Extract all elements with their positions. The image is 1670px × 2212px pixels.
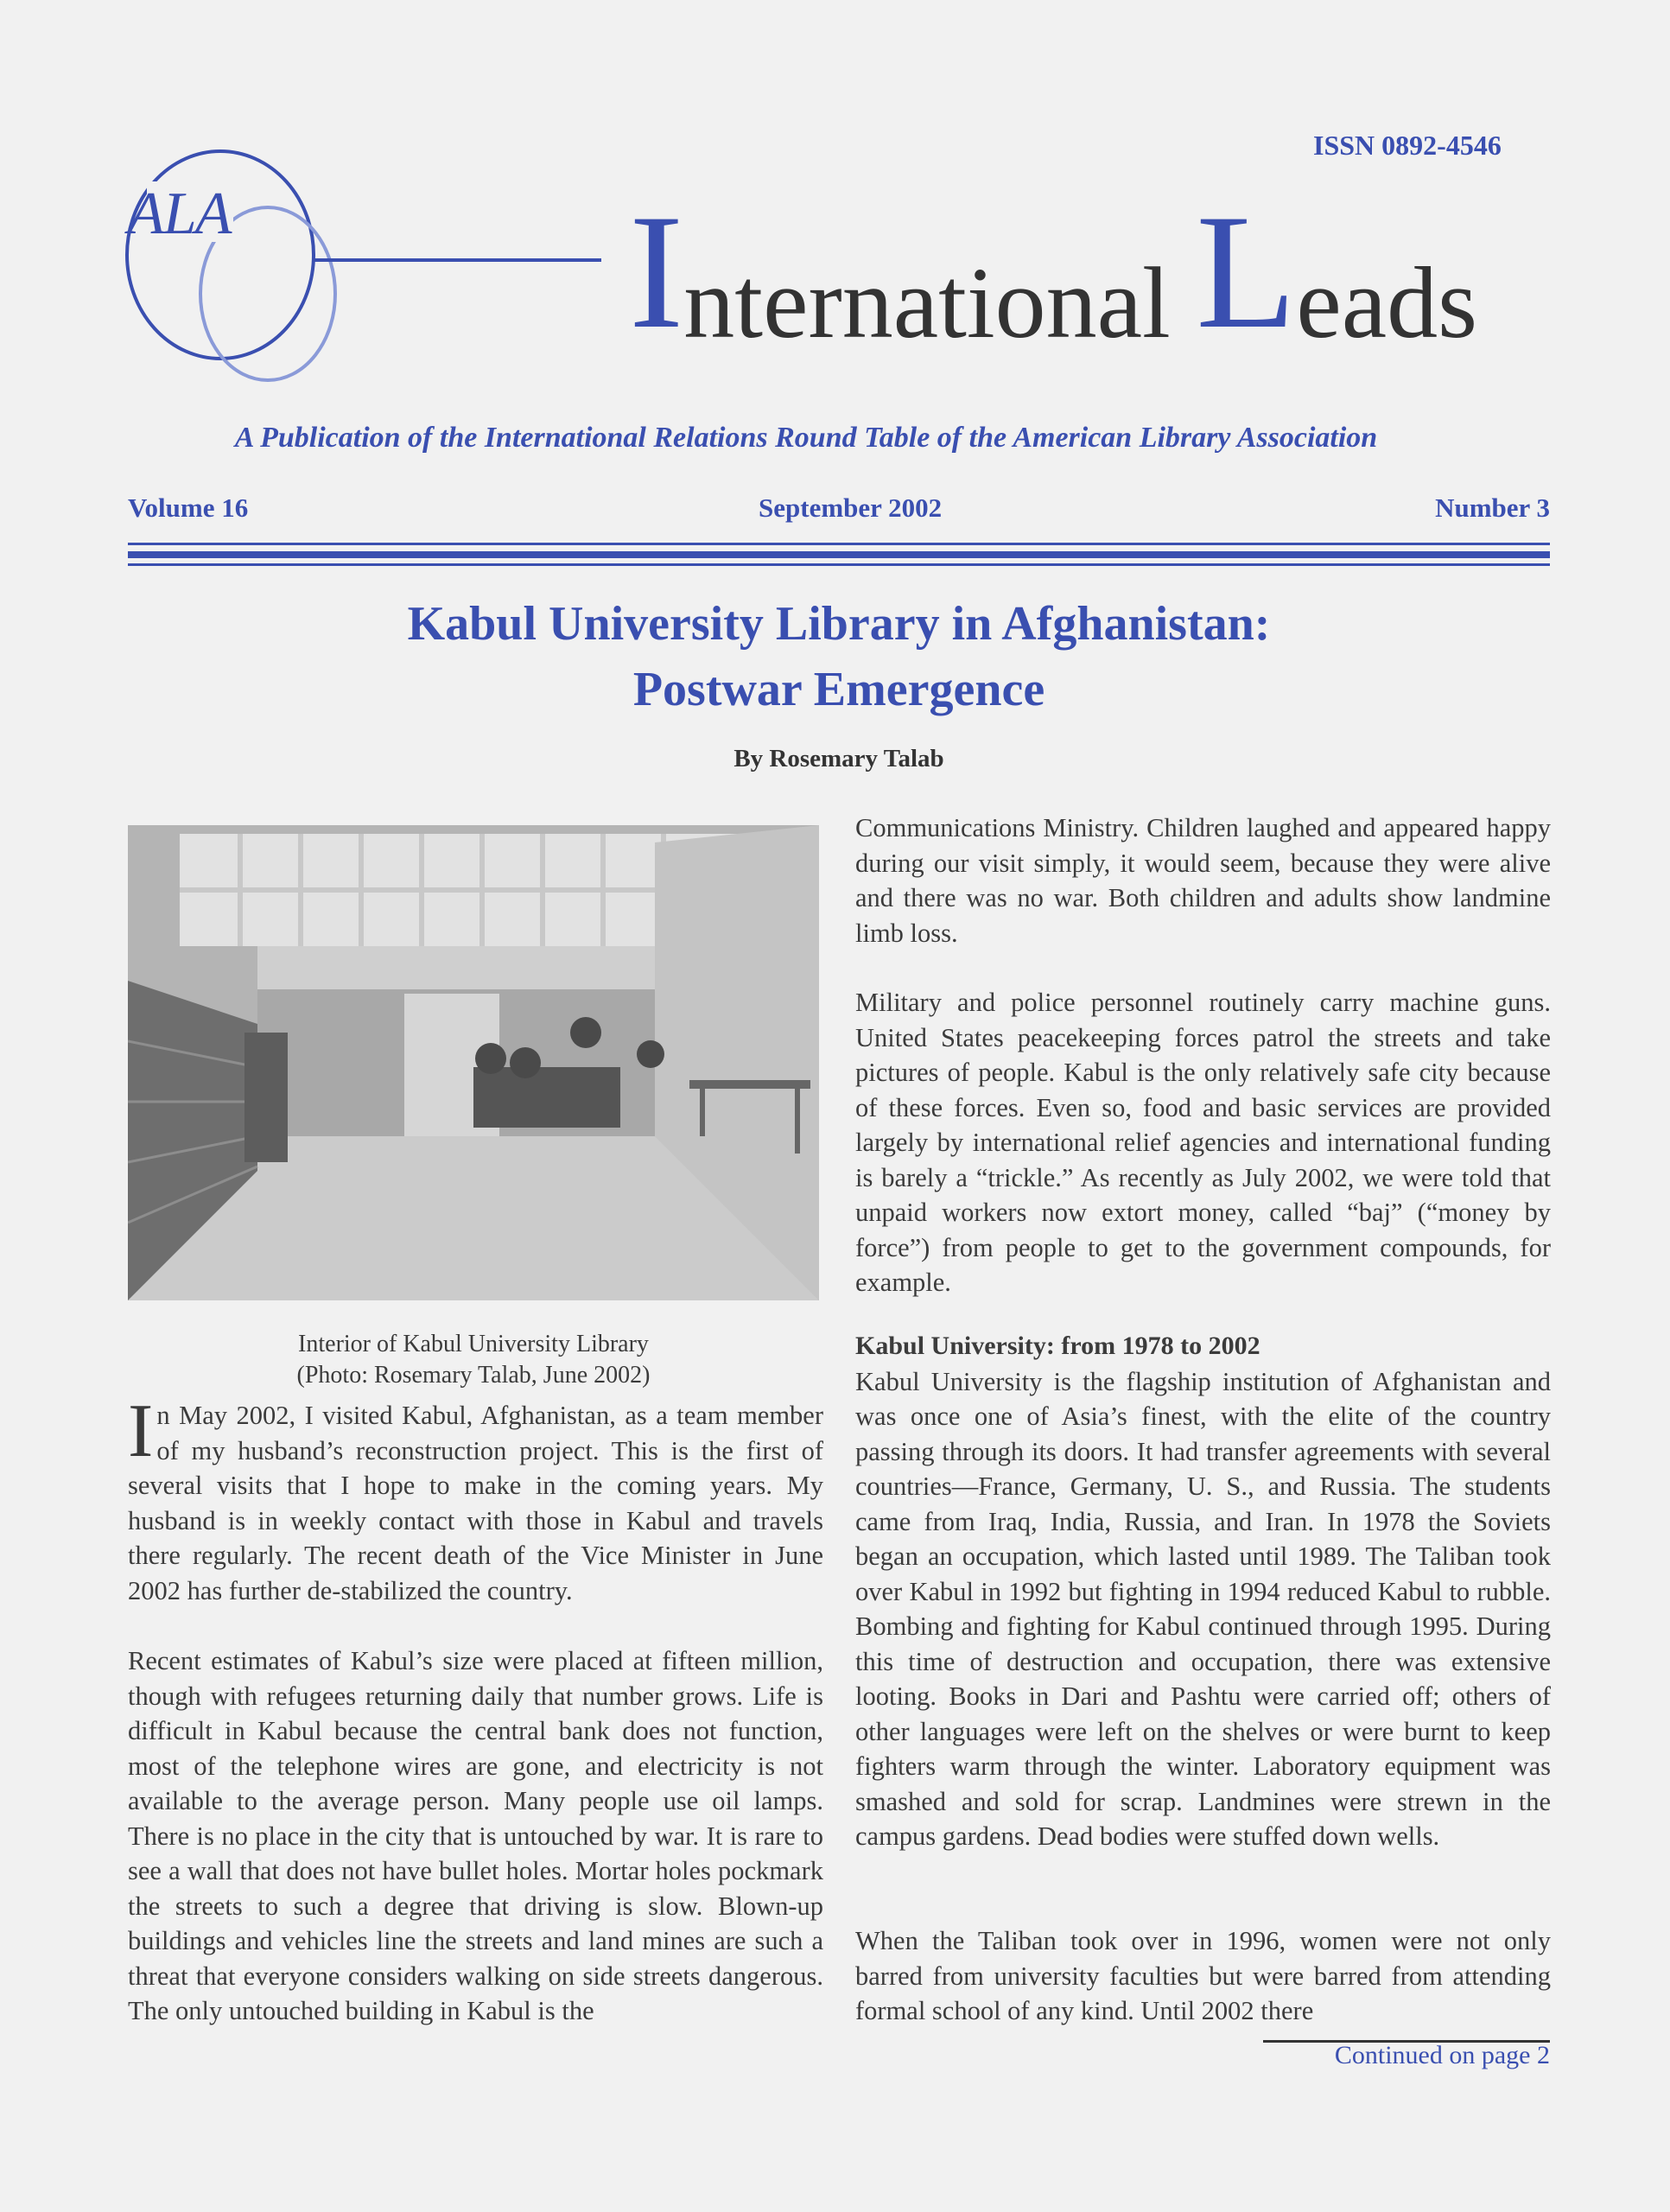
paragraph-military: Military and police personnel routinely carry machine guns. United States peacekeeping forces patrol the streets and take pictures of people. Kabul is the only relatively safe city because of these forces. Even so, food and basic services are provided largely by international relief agencies and international funding is barely a “trickle.” As recently as July 2002, we were told that unpaid workers now extort money, called “baj” (“money by force”) from people to get to the government compounds, for example.	[855, 988, 1551, 1297]
article-headline-line1: Kabul University Library in Afghanistan:	[407, 597, 1271, 651]
masthead-rule-thin-top	[128, 543, 1550, 545]
ala-logo	[121, 138, 605, 389]
paragraph-taliban: When the Taliban took over in 1996, women were not only barred from university faculties but were barred from attending formal school of any kind. Until 2002 there	[855, 1926, 1551, 2025]
title-initial-i: I	[629, 181, 684, 363]
ala-logo-rings-icon	[121, 138, 605, 389]
paragraph-intro-text: n May 2002, I visited Kabul, Afghanistan, as a team member of my husband’s reconstruction project. This is the first of several visits that I hope to make in the coming years. My husband is in weekly contact with those in Kabul and travels there regularly. The recent death of the Vice Minister in June 2002 has further de-stabilized the country.	[128, 1401, 823, 1605]
ala-logo-text: ALA	[128, 181, 231, 247]
article-headline-line2: Postwar Emergence	[632, 663, 1045, 716]
issue-info	[128, 493, 1550, 527]
title-initial-l: L	[1196, 181, 1297, 363]
publication-subtitle: A Publication of the International Relations Round Table of the American Library Association	[234, 422, 1378, 454]
drop-cap: I	[128, 1389, 154, 1473]
article-byline: By Rosemary Talab	[733, 745, 944, 772]
library-interior-photo	[128, 825, 819, 1300]
right-column	[855, 810, 1551, 950]
volume: Volume 16	[128, 493, 249, 523]
left-column	[128, 1389, 823, 1608]
photo-caption-line2: (Photo: Rosemary Talab, June 2002)	[296, 1362, 651, 1389]
paragraph-university-history: Kabul University is the flagship institution of Afghanistan and was once one of Asia’s finest, with the elite of the country passing through its doors. It had transfer agreements with several countries—France, Germany, U. S., and Russia. The students came from Iraq, India, Russia, and Iran. In 1978 the Soviets began an occupation, which lasted until 1989. The Taliban took over Kabul in 1992 but fighting in 1994 reduced Kabul to rubble. Bombing and fighting for Kabul continued through 1995. During this time of destruction and occupation, there was extensive looting. Books in Dari and Pashtu were carried off; others of other languages were left on the shelves or were burnt to keep fighters warm through the winter. Laboratory equipment was smashed and sold for scrap. Landmines were strewn in the campus gardens. Dead bodies were stuffed down wells.	[855, 1366, 1551, 1851]
issue-number: Number 3	[1435, 493, 1550, 523]
photo-caption	[128, 1329, 819, 1391]
photo-caption-line1: Interior of Kabul University Library	[298, 1331, 649, 1357]
masthead-rule-thin-bottom	[128, 563, 1550, 566]
right-column-military	[855, 985, 1551, 1300]
issn: ISSN 0892-4546	[1313, 130, 1502, 161]
paragraph-kabul-size: Recent estimates of Kabul’s size were placed at fifteen million, though with refugees returning daily that number grows. Life is difficult in Kabul because the central bank does not function, most of the telephone wires are gone, and electricity is not available to the average person. Many people use oil lamps. There is no place in the city that is untouched by war. It is rare to see a wall that does not have bullet holes. Mortar holes pockmark the streets to such a degree that driving is slow. Blown-up buildings and vehicles line the streets and land mines are such a threat that everyone considers walking on side streets dangerous. The only untouched building in Kabul is the	[128, 1646, 823, 2025]
section-subhead: Kabul University: from 1978 to 2002	[855, 1332, 1260, 1360]
title-word-international: nternational	[683, 246, 1171, 359]
issue-date: September 2002	[759, 493, 943, 523]
newsletter-title	[629, 181, 1478, 363]
title-word-leads: eads	[1296, 246, 1478, 359]
left-column-continued	[128, 1643, 823, 2029]
continued-on-page-link[interactable]: Continued on page 2	[1334, 2041, 1550, 2069]
paragraph-communications: Communications Ministry. Children laughed and appeared happy during our visit simply, it would seem, because they were alive and there was no war. Both children and adults show landmine limb loss.	[855, 813, 1551, 948]
photo-image	[128, 825, 819, 1300]
masthead-rule-thick	[128, 551, 1550, 558]
right-column-taliban	[855, 1923, 1551, 2029]
paragraph-intro	[128, 1389, 823, 1608]
right-column-university	[855, 1329, 1551, 1854]
